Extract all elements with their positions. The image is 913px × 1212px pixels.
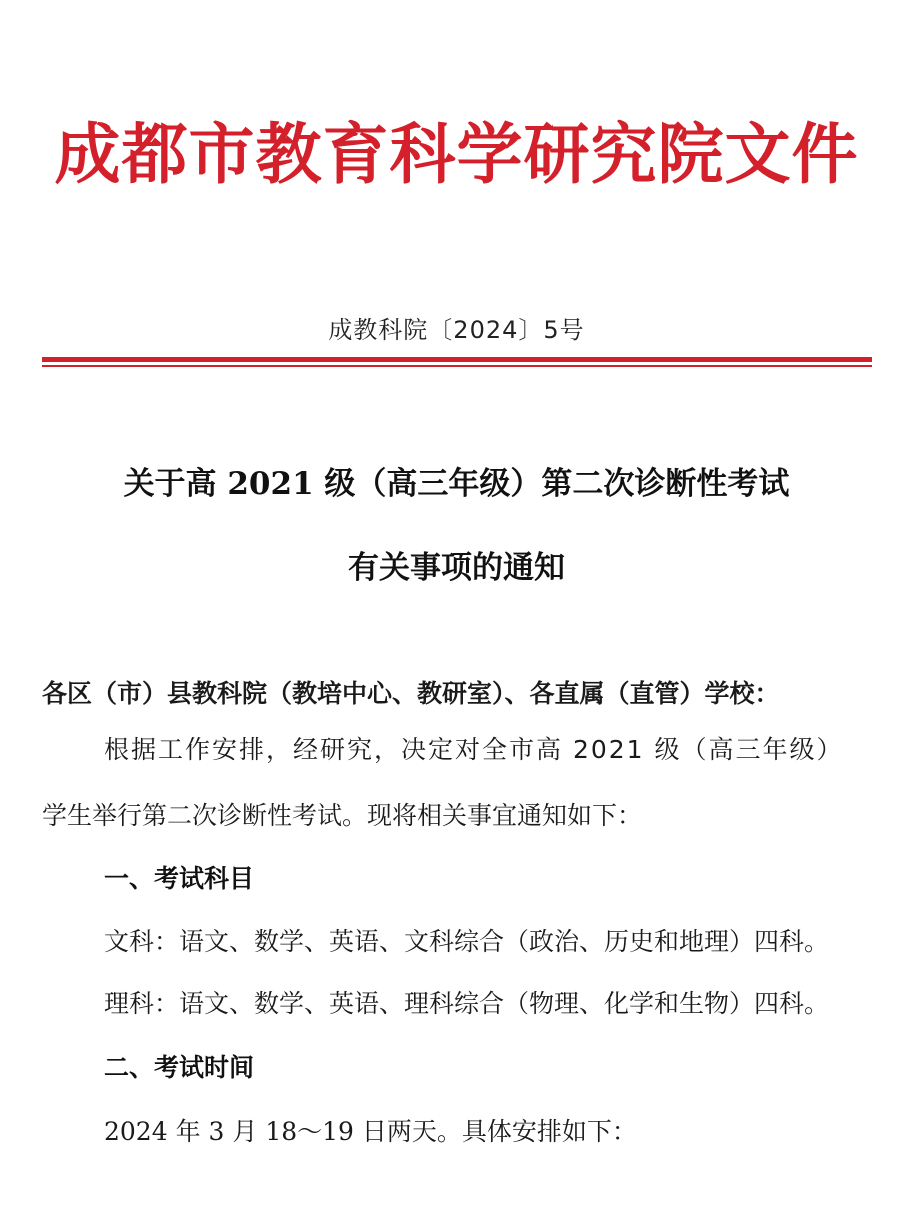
exam-schedule: 2024 年 3 月 18～19 日两天。具体安排如下： [104, 1117, 637, 1146]
addressee: 各区（市）县教科院（教培中心、教研室）、各直属（直管）学校： [42, 679, 780, 708]
science-subjects: 理科：语文、数学、英语、理科综合（物理、化学和生物）四科。 [104, 989, 830, 1018]
paragraph-1-line-2: 学生举行第二次诊断性考试。现将相关事宜通知如下： [42, 801, 643, 830]
red-divider-thin [42, 365, 872, 367]
masthead-title: 成都市教育科学研究院文件 [54, 116, 859, 193]
red-divider-thick [42, 357, 872, 362]
notice-title-line-1: 关于高 2021 级（高三年级）第二次诊断性考试 [123, 466, 790, 502]
document-number: 成教科院〔2024〕5号 [328, 316, 585, 344]
section-1-heading: 一、考试科目 [104, 864, 255, 893]
liberal-arts-subjects: 文科：语文、数学、英语、文科综合（政治、历史和地理）四科。 [104, 927, 830, 956]
paragraph-1-line-1: 根据工作安排，经研究，决定对全市高 2021 级（高三年级） [104, 735, 844, 764]
notice-title-line-2: 有关事项的通知 [348, 550, 565, 586]
section-2-heading: 二、考试时间 [104, 1053, 255, 1082]
